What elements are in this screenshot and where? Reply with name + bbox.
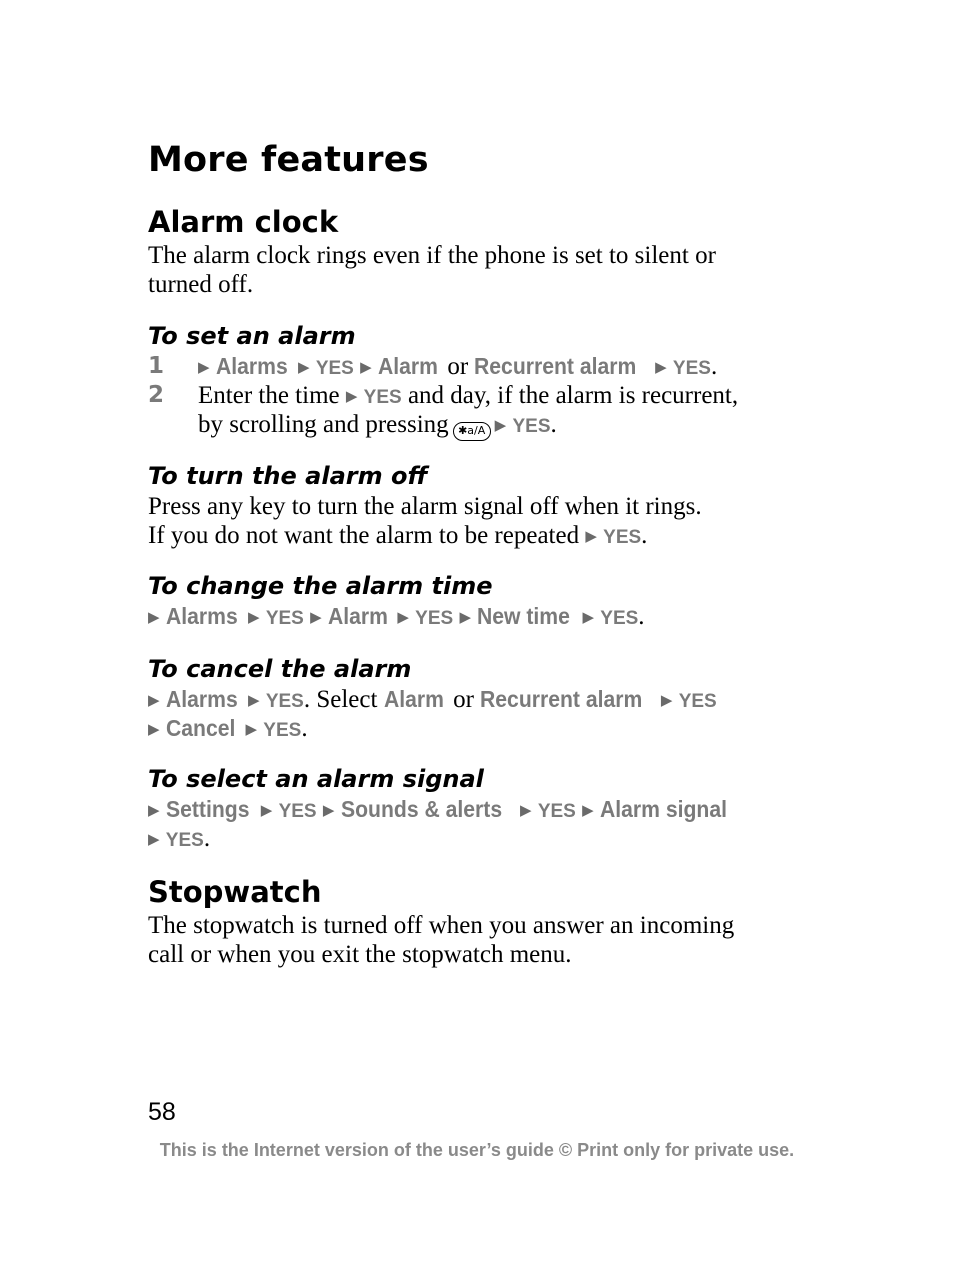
arrow-right-icon: ▶ <box>148 608 160 626</box>
yes-key: YES <box>537 801 576 822</box>
signal-path-line-1 <box>148 795 736 827</box>
yes-key: YES <box>512 416 551 437</box>
yes-key: YES <box>415 608 454 629</box>
arrow-right-icon: ▶ <box>585 527 597 545</box>
menu-item-recurrent-alarm: Recurrent alarm <box>474 353 637 379</box>
alarm-intro-line-2: turned off. <box>148 271 254 298</box>
yes-key: YES <box>600 608 639 629</box>
menu-item-settings: Settings <box>165 796 250 822</box>
arrow-right-icon: ▶ <box>660 691 673 709</box>
menu-item-alarm: Alarm <box>327 603 388 629</box>
step-2-line-2: by scrolling and pressing ✱a/A ▶ YES. <box>198 410 557 442</box>
arrow-right-icon: ▶ <box>198 358 210 376</box>
yes-key: YES <box>315 358 354 379</box>
section-heading-alarm-clock: Alarm clock <box>148 205 339 239</box>
step-2-text: and day, if the alarm is recurrent, <box>407 382 739 409</box>
subheading-set-alarm: To set an alarm <box>148 322 356 350</box>
arrow-right-icon: ▶ <box>298 358 310 376</box>
arrow-right-icon: ▶ <box>345 387 358 405</box>
arrow-right-icon: ▶ <box>494 416 507 434</box>
menu-item-alarm: Alarm <box>383 686 444 712</box>
menu-item-alarms: Alarms <box>165 603 238 629</box>
alarm-intro-line-1: The alarm clock rings even if the phone is set to silent or <box>148 242 716 269</box>
arrow-right-icon: ▶ <box>397 608 409 626</box>
yes-key: YES <box>672 358 711 379</box>
step-2-line-1 <box>198 381 738 413</box>
or-text: or <box>447 353 469 380</box>
arrow-right-icon: ▶ <box>148 830 160 848</box>
select-text: Select <box>316 686 378 713</box>
arrow-right-icon: ▶ <box>582 801 594 819</box>
alarm-off-line-1: Press any key to turn the alarm signal off when it rings. <box>148 493 702 520</box>
arrow-right-icon: ▶ <box>245 720 258 738</box>
arrow-right-icon: ▶ <box>148 720 160 738</box>
arrow-right-icon: ▶ <box>459 608 471 626</box>
menu-item-alarms: Alarms <box>215 353 288 379</box>
arrow-right-icon: ▶ <box>322 801 335 819</box>
change-alarm-path: ▶ Alarms ▶ YES ▶ Alarm ▶ YES ▶ New time ▶ YES. <box>148 603 645 630</box>
arrow-right-icon: ▶ <box>248 608 260 626</box>
step-1: ▶ Alarms ▶ YES ▶ Alarm or Recurrent alarm ▶ YES. <box>198 353 718 380</box>
yes-key: YES <box>265 691 304 712</box>
menu-item-sounds-alerts: Sounds & alerts <box>340 796 502 822</box>
menu-item-cancel: Cancel <box>165 715 236 741</box>
menu-item-recurrent-alarm: Recurrent alarm <box>480 686 643 712</box>
arrow-right-icon: ▶ <box>248 691 260 709</box>
arrow-right-icon: ▶ <box>655 358 667 376</box>
alarm-off-line-2: If you do not want the alarm to be repeated ▶ YES. <box>148 522 648 549</box>
yes-key: YES <box>263 720 302 741</box>
subheading-cancel-alarm: To cancel the alarm <box>148 655 412 683</box>
signal-path-line-2: ▶ YES. <box>148 825 211 852</box>
menu-item-new-time: New time <box>477 603 571 629</box>
page-number: 58 <box>148 1098 176 1126</box>
star-key-icon: ✱a/A <box>453 422 491 441</box>
cancel-alarm-line-2: ▶ Cancel ▶ YES. <box>148 715 308 742</box>
page-title: More features <box>148 140 429 180</box>
yes-key: YES <box>603 527 642 548</box>
step-number-2: 2 <box>148 382 165 408</box>
arrow-right-icon: ▶ <box>360 358 372 376</box>
arrow-right-icon: ▶ <box>520 801 532 819</box>
section-heading-stopwatch: Stopwatch <box>148 875 322 909</box>
or-text: or <box>453 686 474 713</box>
stopwatch-line-1: The stopwatch is turned off when you answer an incoming <box>148 912 735 939</box>
yes-key: YES <box>278 801 317 822</box>
arrow-right-icon: ▶ <box>582 608 595 626</box>
subheading-change-alarm-time: To change the alarm time <box>148 572 493 600</box>
alarm-off-text: If you do not want the alarm to be repeated <box>148 522 580 549</box>
subheading-select-alarm-signal: To select an alarm signal <box>148 765 484 793</box>
footer-notice: This is the Internet version of the user’s guide © Print only for private use. <box>159 1140 795 1160</box>
arrow-right-icon: ▶ <box>310 608 322 626</box>
step-2-text: Enter the time <box>198 382 340 409</box>
menu-item-alarm-signal: Alarm signal <box>599 796 727 822</box>
subheading-turn-alarm-off: To turn the alarm off <box>148 462 428 490</box>
cancel-alarm-line-1: ▶ Alarms ▶ YES. Select Alarm or Recurrent alarm ▶ YES <box>148 686 717 713</box>
yes-key: YES <box>265 608 304 629</box>
yes-key: YES <box>363 387 402 408</box>
arrow-right-icon: ▶ <box>148 691 160 709</box>
yes-key: YES <box>165 830 204 851</box>
menu-item-alarm: Alarm <box>377 353 438 379</box>
stopwatch-line-2: call or when you exit the stopwatch menu. <box>148 941 572 968</box>
yes-key: YES <box>678 691 717 712</box>
menu-item-alarms: Alarms <box>165 686 238 712</box>
arrow-right-icon: ▶ <box>148 801 160 819</box>
step-number-1: 1 <box>148 353 165 379</box>
step-2-text: by scrolling and pressing <box>198 411 449 438</box>
arrow-right-icon: ▶ <box>260 801 273 819</box>
